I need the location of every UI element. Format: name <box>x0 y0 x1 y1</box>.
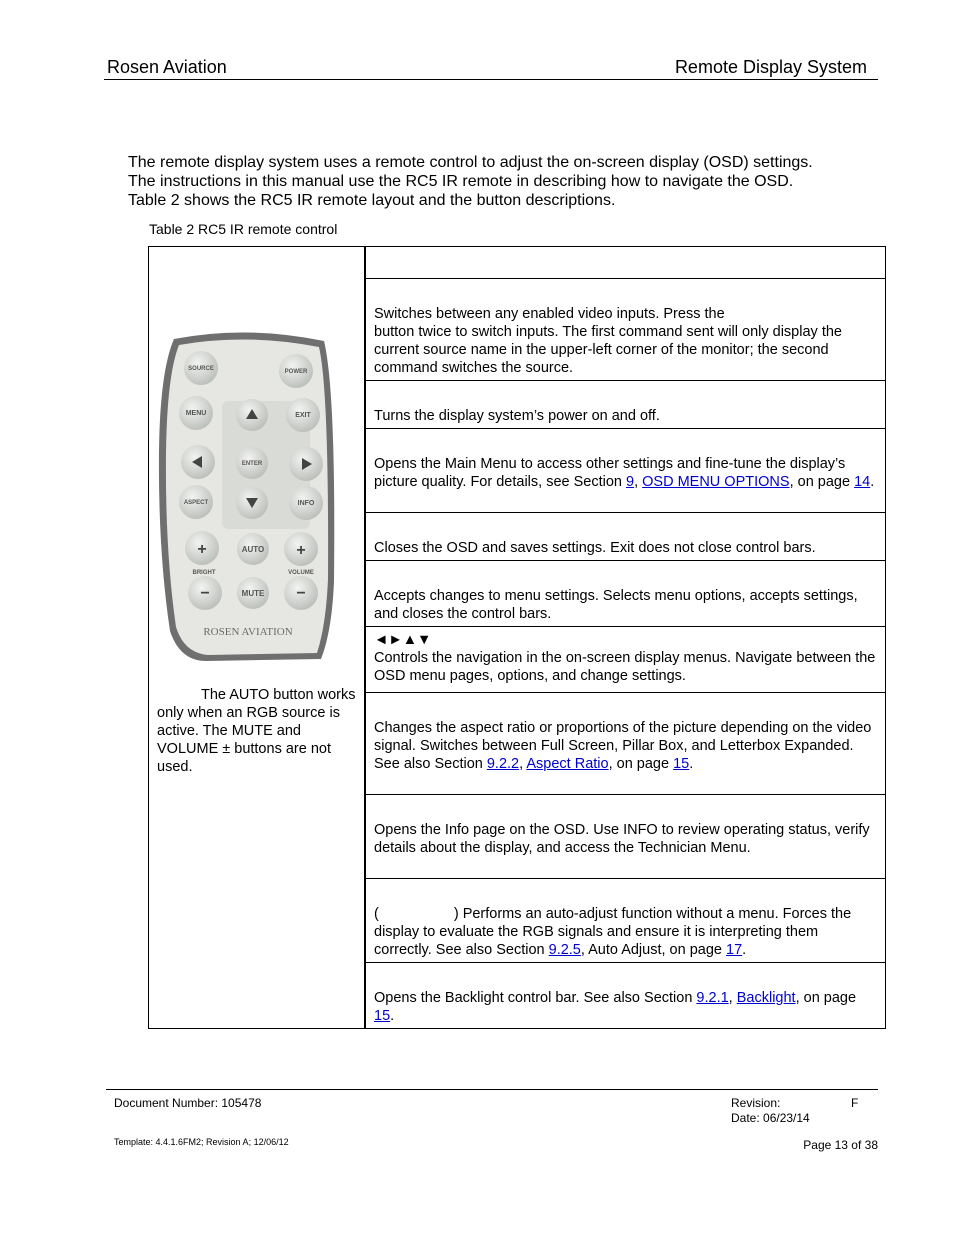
arrow-symbols: ◄►▲▼ <box>374 632 432 648</box>
header-product: Remote Display System <box>674 57 867 77</box>
footer-document-number: Document Number: 105478 <box>114 1096 262 1110</box>
link-page-17[interactable]: 17 <box>726 942 743 958</box>
row-info: Opens the Info page on the OSD. Use INFO to review operating status, verify details about the display, and access the Technician Menu. <box>365 795 886 879</box>
svg-text:BRIGHT: BRIGHT <box>192 570 216 576</box>
row-source: Switches between any enabled video inputs. Press the button twice to switch inputs. The first command sent will only display the current source name in the upper-left corner of the monitor; the second command switches the source. <box>365 279 886 381</box>
link-section-9-2-5[interactable]: 9.2.5 <box>548 942 581 958</box>
row-enter: Accepts changes to menu settings. Selects menu options, accepts settings, and closes the control bars. <box>365 561 886 627</box>
remote-note: The AUTO button works only when an RGB source is active. The MUTE and VOLUME ± buttons are not used. <box>157 687 356 775</box>
svg-text:+: + <box>296 542 306 559</box>
svg-text:INFO: INFO <box>297 500 315 507</box>
intro-line-3: Table 2 shows the RC5 IR remote layout and the button descriptions. <box>128 192 616 209</box>
svg-text:EXIT: EXIT <box>295 412 311 419</box>
svg-text:+: + <box>197 541 207 558</box>
header-rule <box>104 79 878 80</box>
svg-text:ROSEN AVIATION: ROSEN AVIATION <box>203 626 293 638</box>
footer-date: Date: 06/23/14 <box>731 1111 810 1125</box>
remote-control-table <box>148 246 886 1029</box>
intro-line-1: The remote display system uses a remote control to adjust the on-screen display (OSD) settings. <box>128 154 813 171</box>
link-page-14[interactable]: 14 <box>854 474 871 490</box>
link-backlight[interactable]: Backlight <box>736 990 796 1006</box>
intro-line-2: The instructions in this manual use the RC5 IR remote in describing how to navigate the OSD. <box>128 173 794 190</box>
link-section-9[interactable]: 9 <box>626 474 635 490</box>
svg-text:MENU: MENU <box>185 410 207 417</box>
svg-text:ENTER: ENTER <box>241 461 263 467</box>
svg-text:AUTO: AUTO <box>241 545 265 554</box>
row-arrows: ◄►▲▼ Controls the navigation in the on-screen display menus. Navigate between the OSD menu pages, options, and change settings. <box>365 627 886 693</box>
footer-revision-value: F <box>851 1096 859 1110</box>
link-page-15[interactable]: 15 <box>673 756 690 772</box>
link-page-15-backlight[interactable]: 15 <box>374 1008 391 1024</box>
svg-text:−: − <box>296 585 306 602</box>
footer-revision-label: Revision: <box>731 1096 781 1110</box>
svg-text:MUTE: MUTE <box>241 589 265 598</box>
row-menu: Opens the Main Menu to access other settings and fine-tune the display’s picture quality. For details, see Section 9, OSD MENU OPTIONS, on page 14. <box>365 429 886 513</box>
svg-text:−: − <box>200 585 210 602</box>
table-caption: Table 2 RC5 IR remote control <box>149 221 338 237</box>
table-header-cell <box>365 247 886 279</box>
row-power: Turns the display system’s power on and off. <box>365 381 886 429</box>
link-aspect-ratio[interactable]: Aspect Ratio <box>526 756 609 772</box>
footer-rule <box>106 1089 878 1090</box>
row-exit: Closes the OSD and saves settings. Exit does not close control bars. <box>365 513 886 561</box>
svg-text:ASPECT: ASPECT <box>183 500 209 506</box>
link-section-9-2-2[interactable]: 9.2.2 <box>486 756 520 772</box>
footer-template: Template: 4.4.1.6FM2; Revision A; 12/06/12 <box>114 1137 289 1147</box>
link-section-9-2-1[interactable]: 9.2.1 <box>696 990 729 1006</box>
rc5-remote-image <box>156 331 336 661</box>
remote-image-cell <box>149 247 366 1029</box>
row-auto: ( ) Performs an auto-adjust function without a menu. Forces the display to evaluate the RGB signals and ensure it is interpreting them correctly. See also Section 9.2.5, Auto Adjust, on page 17. <box>365 879 886 963</box>
row-aspect: Changes the aspect ratio or proportions of the picture depending on the video signal. Switches between Full Screen, Pillar Box, and Letterbox Expanded. See also Section 9.2.2, Aspect Ratio, on page 15. <box>365 693 886 795</box>
svg-text:POWER: POWER <box>284 369 308 375</box>
svg-text:VOLUME: VOLUME <box>288 570 314 576</box>
svg-text:SOURCE: SOURCE <box>188 366 214 372</box>
intro-paragraph <box>128 153 888 210</box>
header-company: Rosen Aviation <box>107 57 227 77</box>
row-bright: Opens the Backlight control bar. See also Section 9.2.1, Backlight, on page 15. <box>365 963 886 1029</box>
footer-page-number: Page 13 of 38 <box>803 1138 878 1152</box>
link-osd-menu-options[interactable]: OSD MENU OPTIONS <box>642 474 790 490</box>
